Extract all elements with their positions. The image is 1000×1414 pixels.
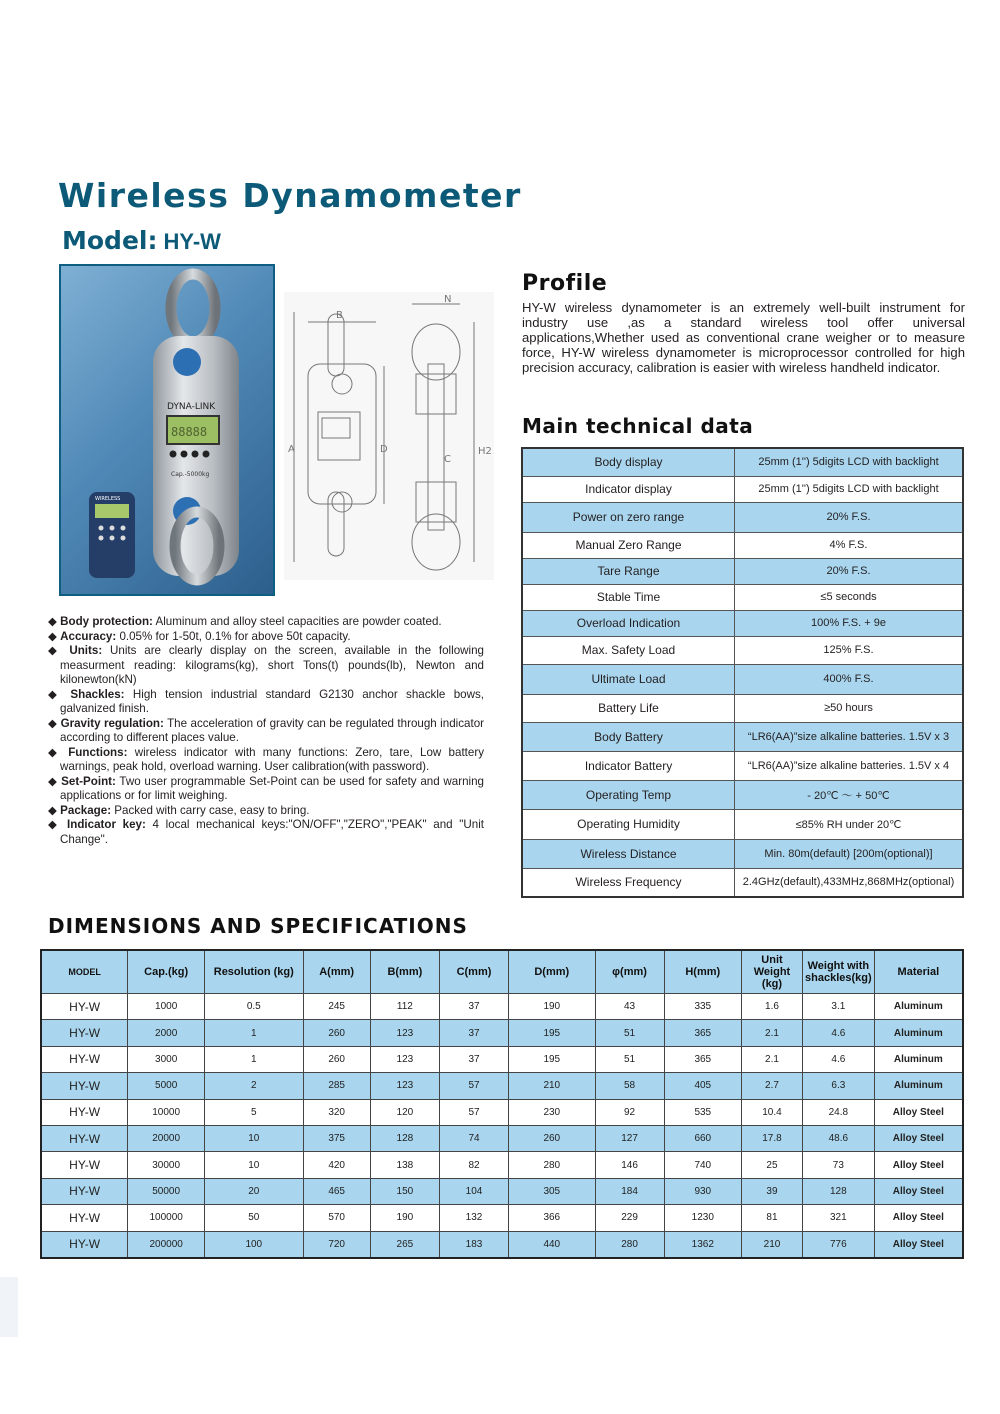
tech-value: “LR6(AA)”size alkaline batteries. 1.5V x 4 bbox=[735, 751, 964, 780]
tech-label: Operating Humidity bbox=[522, 809, 735, 839]
feature-item bbox=[48, 775, 484, 804]
dims-cell: 2.1 bbox=[741, 1046, 802, 1072]
tech-value: 400% F.S. bbox=[735, 664, 964, 694]
top-shackle bbox=[171, 274, 215, 342]
dims-cell: 20 bbox=[205, 1178, 303, 1204]
tech-label: Wireless Distance bbox=[522, 839, 735, 868]
dims-cell: 104 bbox=[439, 1178, 508, 1204]
dims-cell: 365 bbox=[664, 1020, 741, 1046]
tech-label: Wireless Frequency bbox=[522, 868, 735, 897]
dims-cell: 4.6 bbox=[803, 1046, 875, 1072]
feature-text: 0.05% for 1-50t, 0.1% for above 50t capacity. bbox=[116, 629, 351, 643]
feature-text: wireless indicator with many functions: Zero, tare, Low battery warnings, peak hold, overload warning. User calibration(with password). bbox=[60, 745, 484, 773]
tech-row bbox=[522, 722, 963, 751]
dims-cell: 405 bbox=[664, 1073, 741, 1099]
tech-value: - 20℃ ～ + 50℃ bbox=[735, 780, 964, 809]
body-lcd-digits: 88888 bbox=[171, 425, 208, 439]
dims-cell: 10 bbox=[205, 1125, 303, 1151]
dims-cell: 776 bbox=[803, 1231, 875, 1258]
drawing-label-d: D bbox=[380, 444, 388, 455]
dims-cell: 365 bbox=[664, 1046, 741, 1072]
tech-row bbox=[522, 839, 963, 868]
dims-cell: 123 bbox=[370, 1020, 439, 1046]
page-title: Wireless Dynamometer bbox=[58, 176, 522, 215]
dims-cell: Aluminum bbox=[874, 1046, 963, 1072]
tech-value: 25mm (1'') 5digits LCD with backlight bbox=[735, 476, 964, 502]
dims-cell: 200000 bbox=[128, 1231, 205, 1258]
dims-cell: 280 bbox=[509, 1152, 595, 1178]
dims-cell: 2.7 bbox=[741, 1073, 802, 1099]
dims-cell: 285 bbox=[303, 1073, 370, 1099]
dims-cell: 50000 bbox=[128, 1178, 205, 1204]
dims-cell: Alloy Steel bbox=[874, 1152, 963, 1178]
dims-cell: 58 bbox=[595, 1073, 664, 1099]
tech-data-heading: Main technical data bbox=[522, 414, 754, 438]
dims-cell: 3000 bbox=[128, 1046, 205, 1072]
dims-column-header: Cap.(kg) bbox=[128, 950, 205, 994]
feature-item bbox=[48, 804, 484, 819]
dims-cell: 127 bbox=[595, 1125, 664, 1151]
drawing-label-h2: H2 bbox=[478, 446, 492, 457]
diamond-bullet-icon: ◆ bbox=[48, 818, 68, 831]
dims-row bbox=[41, 1178, 963, 1204]
feature-item bbox=[48, 644, 484, 688]
feature-key: Units: bbox=[69, 644, 103, 657]
dims-cell: Alloy Steel bbox=[874, 1178, 963, 1204]
tech-label: Power on zero range bbox=[522, 502, 735, 532]
dims-cell: 305 bbox=[509, 1178, 595, 1204]
dims-cell: 73 bbox=[803, 1152, 875, 1178]
diamond-bullet-icon: ◆ bbox=[48, 716, 61, 730]
tech-label: Body display bbox=[522, 448, 735, 476]
dims-row bbox=[41, 1125, 963, 1151]
drawing-label-c: C bbox=[444, 454, 451, 465]
diamond-bullet-icon: ◆ bbox=[48, 774, 62, 788]
dims-cell: 37 bbox=[439, 994, 508, 1020]
tech-row bbox=[522, 476, 963, 502]
dims-cell: 321 bbox=[803, 1205, 875, 1231]
profile-text: HY-W wireless dynamometer is an extremely well-built instrument for industry use ,as a standard wireless tool offer universal applications,Whether used as conventional crane weigher or to measure force, HY-W wireless dynamometer is microprocessor controlled for high precision accuracy, calibration is easier with wireless handheld indicator. bbox=[522, 300, 965, 375]
dims-cell: 366 bbox=[509, 1205, 595, 1231]
tech-value: 4% F.S. bbox=[735, 532, 964, 558]
dims-column-header: B(mm) bbox=[370, 950, 439, 994]
dims-cell: HY-W bbox=[41, 1020, 128, 1046]
dims-column-header: MODEL bbox=[41, 950, 128, 994]
dims-cell: HY-W bbox=[41, 1125, 128, 1151]
dimension-drawing bbox=[284, 292, 494, 580]
dims-cell: 51 bbox=[595, 1046, 664, 1072]
dims-column-header: H(mm) bbox=[664, 950, 741, 994]
dims-cell: 92 bbox=[595, 1099, 664, 1125]
feature-key: Gravity regulation: bbox=[60, 716, 164, 730]
dims-cell: 229 bbox=[595, 1205, 664, 1231]
dims-cell: Alloy Steel bbox=[874, 1125, 963, 1151]
dims-column-header: φ(mm) bbox=[595, 950, 664, 994]
tech-label: Stable Time bbox=[522, 584, 735, 610]
feature-key: Package: bbox=[60, 803, 112, 817]
feature-key: Shackles: bbox=[70, 687, 125, 701]
dims-cell: 535 bbox=[664, 1099, 741, 1125]
dims-column-header: A(mm) bbox=[303, 950, 370, 994]
dims-cell: 6.3 bbox=[803, 1073, 875, 1099]
dims-cell: Aluminum bbox=[874, 1020, 963, 1046]
tech-row bbox=[522, 868, 963, 897]
dims-cell: 210 bbox=[509, 1073, 595, 1099]
tech-row bbox=[522, 532, 963, 558]
dims-cell: 184 bbox=[595, 1178, 664, 1204]
dims-cell: 128 bbox=[803, 1178, 875, 1204]
feature-text: Aluminum and alloy steel capacities are powder coated. bbox=[152, 615, 442, 628]
dims-row bbox=[41, 1099, 963, 1125]
tech-row bbox=[522, 636, 963, 664]
dims-row bbox=[41, 1205, 963, 1231]
dims-cell: 260 bbox=[303, 1020, 370, 1046]
dims-cell: 280 bbox=[595, 1231, 664, 1258]
diamond-bullet-icon: ◆ bbox=[48, 803, 61, 817]
dims-cell: 51 bbox=[595, 1020, 664, 1046]
dims-cell: 50 bbox=[205, 1205, 303, 1231]
dims-cell: 1362 bbox=[664, 1231, 741, 1258]
feature-key: Accuracy: bbox=[60, 629, 117, 643]
dims-cell: 1.6 bbox=[741, 994, 802, 1020]
tech-label: Tare Range bbox=[522, 558, 735, 584]
tech-data-table bbox=[521, 447, 964, 898]
dims-cell: 740 bbox=[664, 1152, 741, 1178]
tech-value: 100% F.S. + 9e bbox=[735, 610, 964, 636]
dims-cell: Aluminum bbox=[874, 1073, 963, 1099]
dims-cell: 660 bbox=[664, 1125, 741, 1151]
dims-cell: Alloy Steel bbox=[874, 1099, 963, 1125]
feature-item bbox=[48, 688, 484, 717]
dims-cell: 230 bbox=[509, 1099, 595, 1125]
tech-value: ≥50 hours bbox=[735, 694, 964, 722]
dims-cell: 245 bbox=[303, 994, 370, 1020]
feature-text: Packed with carry case, easy to bring. bbox=[111, 803, 310, 817]
feature-text: Units are clearly display on the screen, available in the following measurment reading: kilograms(kg), short Tons(t) pounds(lb), Newton and kilonewton(kN) bbox=[60, 644, 485, 686]
tech-label: Indicator Battery bbox=[522, 751, 735, 780]
dims-cell: 930 bbox=[664, 1178, 741, 1204]
dims-row bbox=[41, 1020, 963, 1046]
dims-cell: HY-W bbox=[41, 1178, 128, 1204]
capacity-text: Cap.-5000kg bbox=[171, 471, 210, 478]
dims-cell: HY-W bbox=[41, 1046, 128, 1072]
diamond-bullet-icon: ◆ bbox=[48, 644, 70, 657]
dims-cell: 5 bbox=[205, 1099, 303, 1125]
feature-text: High tension industrial standard G2130 anchor shackle bows, galvanized finish. bbox=[60, 687, 484, 715]
dims-cell: 10000 bbox=[128, 1099, 205, 1125]
dims-cell: 210 bbox=[741, 1231, 802, 1258]
feature-item bbox=[48, 818, 484, 847]
tech-row bbox=[522, 664, 963, 694]
dims-row bbox=[41, 1152, 963, 1178]
dims-cell: 82 bbox=[439, 1152, 508, 1178]
tech-row bbox=[522, 694, 963, 722]
feature-item bbox=[48, 746, 484, 775]
dims-cell: 37 bbox=[439, 1020, 508, 1046]
dims-cell: Aluminum bbox=[874, 994, 963, 1020]
tech-row bbox=[522, 610, 963, 636]
dims-cell: 2 bbox=[205, 1073, 303, 1099]
dims-cell: 3.1 bbox=[803, 994, 875, 1020]
dims-row bbox=[41, 1231, 963, 1258]
dims-cell: 57 bbox=[439, 1099, 508, 1125]
dims-cell: 320 bbox=[303, 1099, 370, 1125]
feature-text: The acceleration of gravity can be regulated through indicator according to different places value. bbox=[60, 716, 484, 744]
tech-label: Indicator display bbox=[522, 476, 735, 502]
dims-column-header: Material bbox=[874, 950, 963, 994]
dims-cell: 112 bbox=[370, 994, 439, 1020]
dims-cell: 37 bbox=[439, 1046, 508, 1072]
dims-cell: 74 bbox=[439, 1125, 508, 1151]
dims-cell: 17.8 bbox=[741, 1125, 802, 1151]
model-value: HY-W bbox=[163, 229, 221, 254]
tech-row bbox=[522, 751, 963, 780]
drawing-label-n: N bbox=[444, 294, 452, 305]
feature-item bbox=[48, 717, 484, 746]
dims-cell: 39 bbox=[741, 1178, 802, 1204]
tech-value: “LR6(AA)”size alkaline batteries. 1.5V x 3 bbox=[735, 722, 964, 751]
dims-cell: HY-W bbox=[41, 1073, 128, 1099]
product-photo bbox=[59, 264, 275, 596]
dims-cell: 132 bbox=[439, 1205, 508, 1231]
tech-row bbox=[522, 502, 963, 532]
tech-label: Ultimate Load bbox=[522, 664, 735, 694]
dims-cell: 570 bbox=[303, 1205, 370, 1231]
tech-row bbox=[522, 809, 963, 839]
dims-cell: 10 bbox=[205, 1152, 303, 1178]
dims-cell: 2000 bbox=[128, 1020, 205, 1046]
dims-column-header: Resolution (kg) bbox=[205, 950, 303, 994]
dims-cell: 81 bbox=[741, 1205, 802, 1231]
dims-column-header: Unit Weight (kg) bbox=[741, 950, 802, 994]
tech-label: Overload Indication bbox=[522, 610, 735, 636]
tech-row bbox=[522, 780, 963, 809]
diamond-bullet-icon: ◆ bbox=[48, 629, 61, 643]
dims-table bbox=[40, 949, 964, 1259]
dims-cell: HY-W bbox=[41, 1231, 128, 1258]
dims-cell: 335 bbox=[664, 994, 741, 1020]
feature-list bbox=[48, 615, 484, 847]
feature-key: Indicator key: bbox=[67, 818, 146, 831]
feature-text: Two user programmable Set-Point can be used for safety and warning applications or for limit weighing. bbox=[60, 774, 484, 802]
brand-text: DYNA-LINK bbox=[167, 402, 216, 412]
dims-column-header: D(mm) bbox=[509, 950, 595, 994]
dims-column-header: Weight with shackles(kg) bbox=[803, 950, 875, 994]
dims-cell: 48.6 bbox=[803, 1125, 875, 1151]
tech-row bbox=[522, 448, 963, 476]
dims-cell: 1000 bbox=[128, 994, 205, 1020]
model-line bbox=[62, 226, 221, 255]
profile-heading: Profile bbox=[522, 271, 608, 296]
dynamometer-illustration bbox=[61, 266, 273, 594]
dims-cell: 420 bbox=[303, 1152, 370, 1178]
dims-cell: 440 bbox=[509, 1231, 595, 1258]
tech-value: 20% F.S. bbox=[735, 502, 964, 532]
feature-item bbox=[48, 615, 484, 630]
dims-cell: 183 bbox=[439, 1231, 508, 1258]
dims-cell: Alloy Steel bbox=[874, 1231, 963, 1258]
dims-row bbox=[41, 1046, 963, 1072]
dims-cell: 138 bbox=[370, 1152, 439, 1178]
tech-value: 20% F.S. bbox=[735, 558, 964, 584]
tech-row bbox=[522, 558, 963, 584]
dims-cell: 190 bbox=[509, 994, 595, 1020]
dims-cell: 260 bbox=[509, 1125, 595, 1151]
side-strip bbox=[0, 1277, 18, 1337]
drawing-label-a: A bbox=[288, 444, 295, 455]
tech-value: ≤85% RH under 20℃ bbox=[735, 809, 964, 839]
dims-cell: HY-W bbox=[41, 994, 128, 1020]
tech-value: 125% F.S. bbox=[735, 636, 964, 664]
handheld-brand: WIRELESS bbox=[95, 496, 121, 502]
dims-cell: 5000 bbox=[128, 1073, 205, 1099]
dims-cell: 120 bbox=[370, 1099, 439, 1125]
tech-label: Manual Zero Range bbox=[522, 532, 735, 558]
tech-value: 25mm (1'') 5digits LCD with backlight bbox=[735, 448, 964, 476]
dims-cell: 20000 bbox=[128, 1125, 205, 1151]
feature-key: Functions: bbox=[68, 745, 128, 759]
dims-cell: 1 bbox=[205, 1020, 303, 1046]
dims-cell: 10.4 bbox=[741, 1099, 802, 1125]
tech-value: Min. 80m(default) [200m(optional)] bbox=[735, 839, 964, 868]
tech-value: ≤5 seconds bbox=[735, 584, 964, 610]
dims-cell: 195 bbox=[509, 1046, 595, 1072]
dims-cell: HY-W bbox=[41, 1205, 128, 1231]
dims-cell: 100000 bbox=[128, 1205, 205, 1231]
tech-row bbox=[522, 584, 963, 610]
diamond-bullet-icon: ◆ bbox=[48, 687, 71, 701]
dims-cell: 24.8 bbox=[803, 1099, 875, 1125]
dims-cell: 150 bbox=[370, 1178, 439, 1204]
dims-cell: 720 bbox=[303, 1231, 370, 1258]
diamond-bullet-icon: ◆ bbox=[48, 615, 61, 628]
dims-cell: 25 bbox=[741, 1152, 802, 1178]
dims-cell: Alloy Steel bbox=[874, 1205, 963, 1231]
dims-cell: 465 bbox=[303, 1178, 370, 1204]
dims-cell: 2.1 bbox=[741, 1020, 802, 1046]
dims-row bbox=[41, 994, 963, 1020]
feature-key: Body protection: bbox=[60, 615, 153, 628]
dims-column-header: C(mm) bbox=[439, 950, 508, 994]
dims-cell: 123 bbox=[370, 1046, 439, 1072]
dims-cell: HY-W bbox=[41, 1099, 128, 1125]
tech-label: Body Battery bbox=[522, 722, 735, 751]
dims-cell: 260 bbox=[303, 1046, 370, 1072]
tech-value: 2.4GHz(default),433MHz,868MHz(optional) bbox=[735, 868, 964, 897]
dims-cell: 0.5 bbox=[205, 994, 303, 1020]
model-label: Model: bbox=[62, 226, 158, 255]
dims-cell: 146 bbox=[595, 1152, 664, 1178]
diamond-bullet-icon: ◆ bbox=[48, 745, 69, 759]
feature-text: 4 local mechanical keys:"ON/OFF","ZERO","PEAK" and "Unit Change". bbox=[60, 818, 484, 846]
feature-item bbox=[48, 630, 484, 645]
dims-cell: 195 bbox=[509, 1020, 595, 1046]
dims-cell: 128 bbox=[370, 1125, 439, 1151]
dims-cell: 1 bbox=[205, 1046, 303, 1072]
dims-cell: 123 bbox=[370, 1073, 439, 1099]
tech-label: Battery Life bbox=[522, 694, 735, 722]
dims-heading: DIMENSIONS AND SPECIFICATIONS bbox=[48, 914, 468, 938]
drawing-label-b: B bbox=[336, 310, 343, 321]
dims-cell: HY-W bbox=[41, 1152, 128, 1178]
dims-cell: 100 bbox=[205, 1231, 303, 1258]
dims-cell: 190 bbox=[370, 1205, 439, 1231]
tech-label: Operating Temp bbox=[522, 780, 735, 809]
dims-cell: 30000 bbox=[128, 1152, 205, 1178]
dims-cell: 43 bbox=[595, 994, 664, 1020]
dims-cell: 375 bbox=[303, 1125, 370, 1151]
dims-cell: 265 bbox=[370, 1231, 439, 1258]
dims-cell: 4.6 bbox=[803, 1020, 875, 1046]
dims-row bbox=[41, 1073, 963, 1099]
feature-key: Set-Point: bbox=[61, 774, 116, 788]
tech-label: Max. Safety Load bbox=[522, 636, 735, 664]
dims-cell: 57 bbox=[439, 1073, 508, 1099]
dims-cell: 1230 bbox=[664, 1205, 741, 1231]
